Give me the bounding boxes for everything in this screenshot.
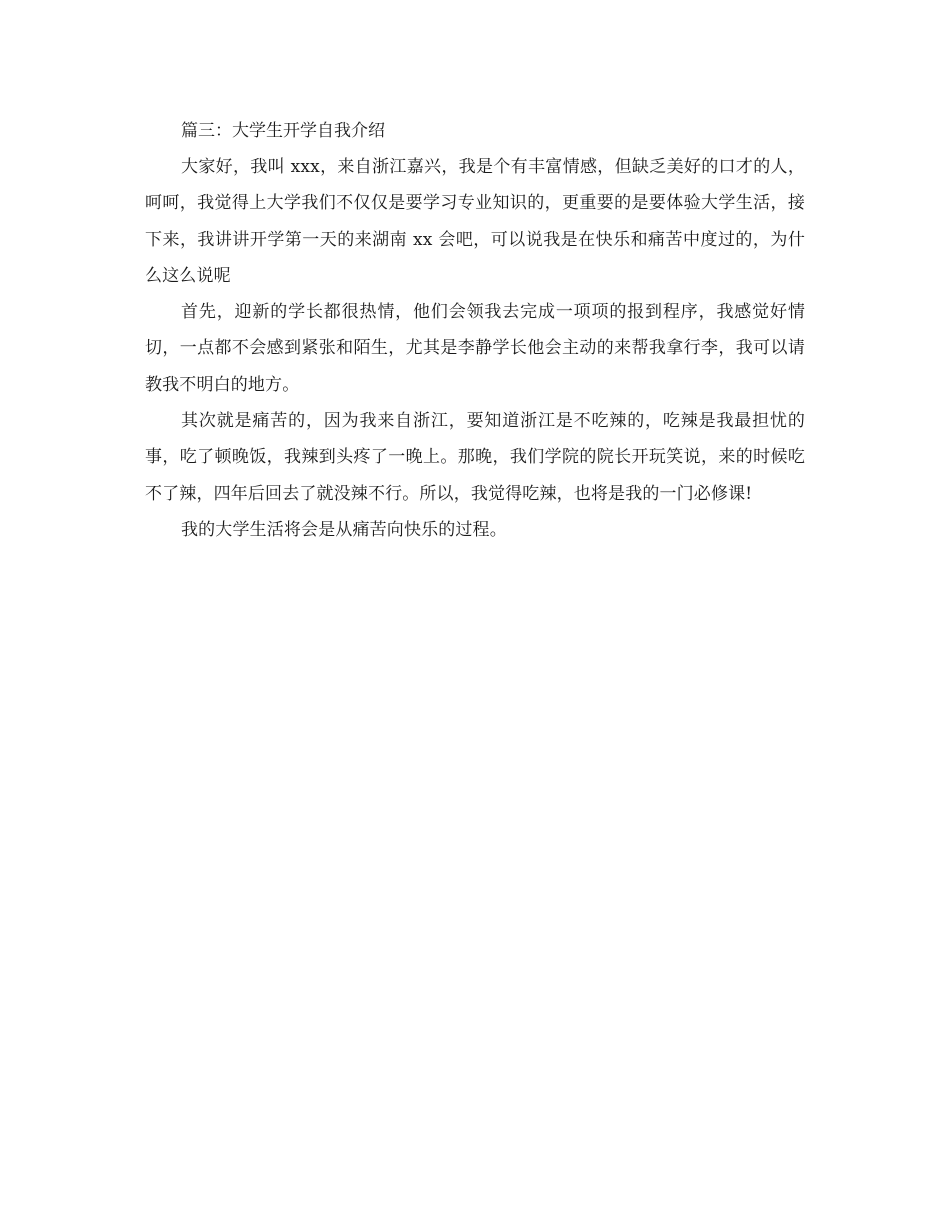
paragraph-conclusion: 我的大学生活将会是从痛苦向快乐的过程。 <box>181 519 507 540</box>
section-title: 篇三：大学生开学自我介绍 <box>181 121 385 141</box>
paragraph-first: 首先，迎新的学长都很热情，他们会领我去完成一项项的报到程序，我感觉好情切，一点都不会感到紧张和陌生，尤其是李静学长他会主动的来帮我拿行李，我可以请教我不明白的地方。 <box>145 302 805 395</box>
paragraph-intro: 大家好，我叫 xxx，来自浙江嘉兴，我是个有丰富情感，但缺乏美好的口才的人，呵呵，我觉得上大学我们不仅仅是要学习专业知识的，更重要的是要体验大学生活，接下来，我讲讲开学第一天的来湖南 xx 会吧，可以说我是在快乐和痛苦中度过的，为什么这么说呢 <box>145 157 805 286</box>
document-body <box>145 113 805 548</box>
paragraph-second: 其次就是痛苦的，因为我来自浙江，要知道浙江是不吃辣的，吃辣是我最担忧的事，吃了顿晚饭，我辣到头疼了一晚上。那晚，我们学院的院长开玩笑说，来的时候吃不了辣，四年后回去了就没辣不行。所以，我觉得吃辣，也将是我的一门必修课! <box>145 411 805 504</box>
